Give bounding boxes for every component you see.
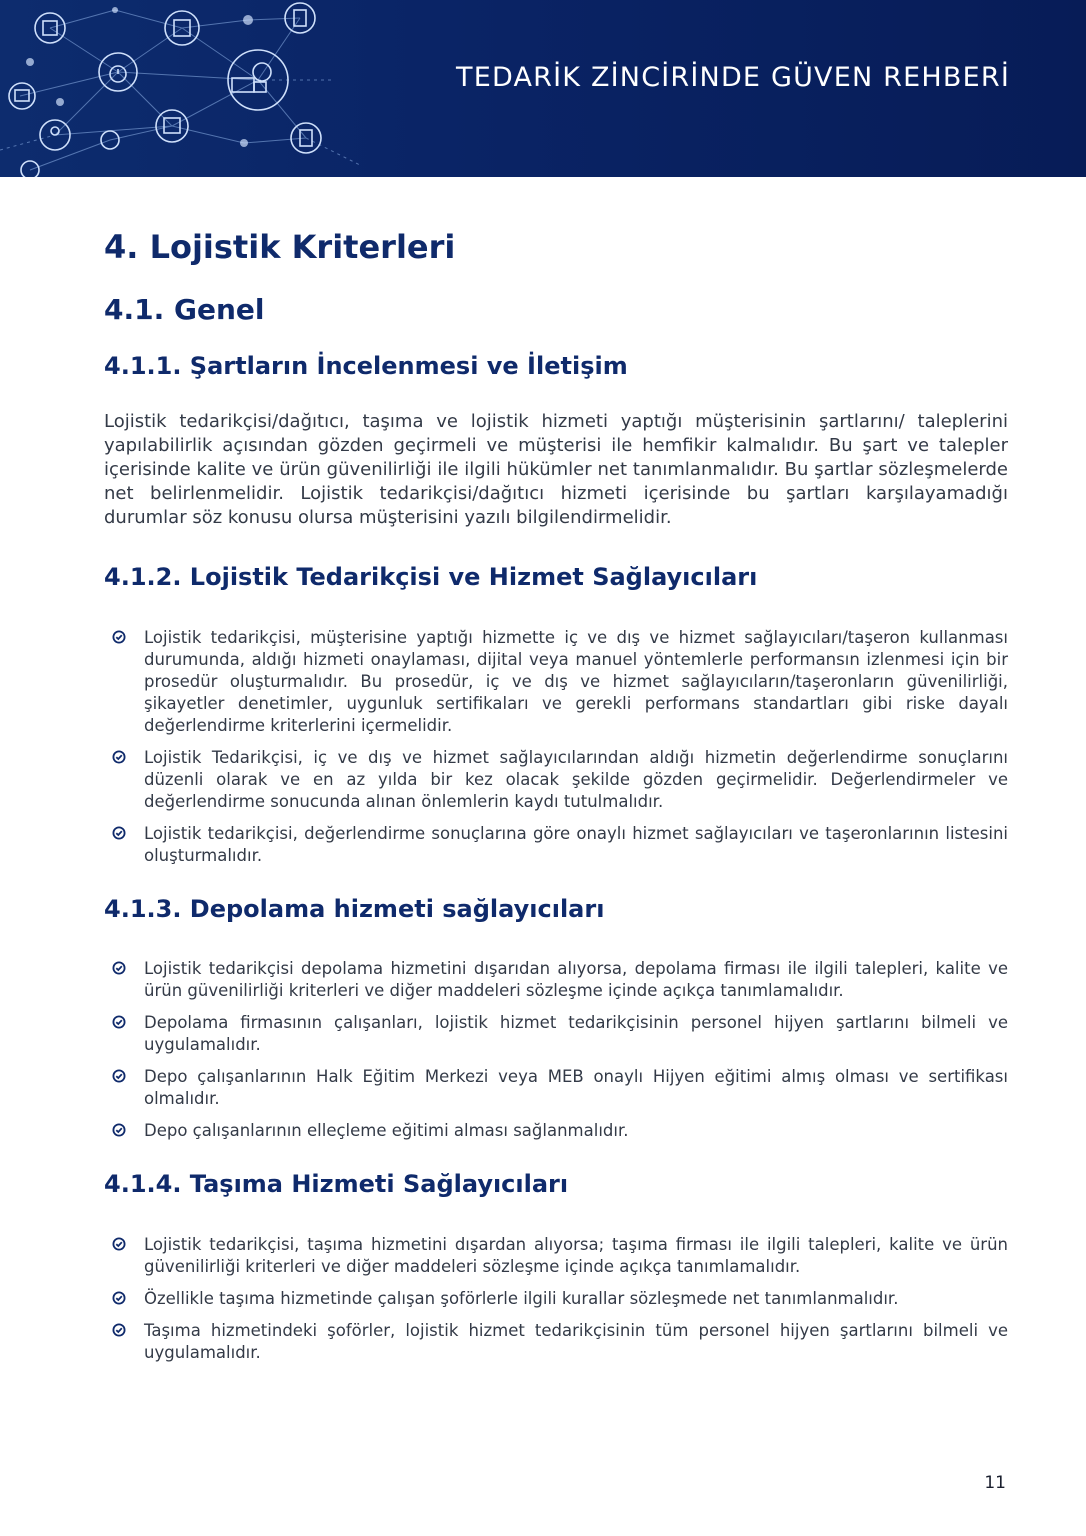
people-icon xyxy=(243,15,253,25)
header-banner xyxy=(0,0,1086,177)
check-circle-icon xyxy=(112,1291,126,1305)
handshake-icon xyxy=(240,139,248,147)
check-circle-icon xyxy=(112,1015,126,1029)
list-item-text: Lojistik tedarikçisi depolama hizmetini dışarıdan alıyorsa, depolama firması ile ilgili talepleri, kalite ve ürün güvenilirliği kriterleri ve diğer maddeleri sözleşme içinde açıkça tanımlamalıdır. xyxy=(144,959,1008,1000)
list-item-text: Özellikle taşıma hizmetinde çalışan şoförlerle ilgili kurallar sözleşmede net tanımlanmalıdır. xyxy=(144,1289,899,1308)
list-item xyxy=(104,1234,1008,1278)
check-circle-icon xyxy=(112,750,126,764)
list-item-text: Taşıma hizmetindeki şoförler, lojistik hizmet tedarikçisinin tüm personel hijyen şartlarını bilmeli ve uygulamalıdır. xyxy=(144,1321,1008,1362)
subsection-heading-4-1-2: 4.1.2. Lojistik Tedarikçisi ve Hizmet Sağlayıcıları xyxy=(104,563,758,591)
shield-icon xyxy=(26,58,34,66)
globe-icon xyxy=(21,161,39,177)
search-icon xyxy=(56,98,64,106)
list-item-text: Lojistik tedarikçisi, değerlendirme sonuçlarına göre onaylı hizmet sağlayıcıları ve taşeronlarının listesini oluşturmalıdır. xyxy=(144,824,1008,865)
subsection-heading-4-1-4: 4.1.4. Taşıma Hizmeti Sağlayıcıları xyxy=(104,1170,569,1198)
subsection-heading-4-1-1: 4.1.1. Şartların İncelenmesi ve İletişim xyxy=(104,352,628,380)
list-item-text: Depo çalışanlarının elleçleme eğitimi alması sağlanmalıdır. xyxy=(144,1121,629,1140)
list-4-1-3 xyxy=(104,958,1008,1152)
list-item-text: Depo çalışanlarının Halk Eğitim Merkezi veya MEB onaylı Hijyen eğitimi almış olması ve sertifikası olmalıdır. xyxy=(144,1067,1008,1108)
list-item xyxy=(104,747,1008,813)
paragraph-4-1-1: Lojistik tedarikçisi/dağıtıcı, taşıma ve lojistik hizmeti yaptığı müşterisinin şartlarını/ taleplerini yapılabilirlik açısından gözden geçirmeli ve müşterisi ile hemfikir kalmalıdır. Bu şart ve talepler içerisinde kalite ve ürün güvenilirliği ile ilgili hükümler net tanımlanmalıdır. Bu şartlar sözleşmelerde net belirlenmelidir. Lojistik tedarikçisi/dağıtıcı hizmeti içerisinde bu şartları karşılayamadığı durumlar söz konusu olursa müşterisini yazılı bilgilendirmelidir. xyxy=(104,411,1008,528)
list-item xyxy=(104,823,1008,867)
list-item xyxy=(104,627,1008,737)
list-item-text: Depolama firmasının çalışanları, lojistik hizmet tedarikçisinin personel hijyen şartlarını bilmeli ve uygulamalıdır. xyxy=(144,1013,1008,1054)
supply-chain-network-illustration xyxy=(0,0,420,177)
document-title: TEDARİK ZİNCİRİNDE GÜVEN REHBERİ xyxy=(456,62,1010,93)
list-item xyxy=(104,1066,1008,1110)
check-circle-icon xyxy=(112,630,126,644)
list-4-1-4 xyxy=(104,1234,1008,1374)
list-item xyxy=(104,1320,1008,1364)
check-circle-icon xyxy=(112,961,126,975)
list-item-text: Lojistik Tedarikçisi, iç ve dış ve hizmet sağlayıcılarından aldığı hizmetin değerlendirme sonuçlarını düzenli olarak ve en az yılda bir kez olacak şekilde gözden geçirmelidir. Değerlendirmeler ve değerlendirme sonucunda alınan önlemlerin kaydı tutulmalıdır. xyxy=(144,748,1008,811)
check-circle-icon xyxy=(112,826,126,840)
list-4-1-2 xyxy=(104,627,1008,877)
list-item xyxy=(104,1120,1008,1142)
chapter-heading: 4. Lojistik Kriterleri xyxy=(104,228,456,266)
check-circle-icon xyxy=(112,1069,126,1083)
subsection-heading-4-1-3: 4.1.3. Depolama hizmeti sağlayıcıları xyxy=(104,895,605,923)
list-item xyxy=(104,958,1008,1002)
check-circle-icon xyxy=(112,1237,126,1251)
page-number: 11 xyxy=(984,1473,1006,1493)
check-circle-icon xyxy=(112,1123,126,1137)
section-heading-4-1: 4.1. Genel xyxy=(104,293,265,326)
list-item xyxy=(104,1288,1008,1310)
list-item-text: Lojistik tedarikçisi, taşıma hizmetini dışardan alıyorsa; taşıma firması ile ilgili talepleri, kalite ve ürün güvenilirliği kriterleri ve diğer maddeleri sözleşme içinde açıkça tanımlamalıdır. xyxy=(144,1235,1008,1276)
list-item xyxy=(104,1012,1008,1056)
list-item-text: Lojistik tedarikçisi, müşterisine yaptığı hizmette iç ve dış ve hizmet sağlayıcıları/taşeron kullanması durumunda, aldığı hizmeti onaylaması, dijital veya manuel yöntemlerle performansın izlenmesi için bir prosedür oluşturmalıdır. Bu prosedür, iç ve dış ve hizmet sağlayıcıların/taşeronların güvenilirliği, şikayetler denetimler, uygunluk sertifikaları ve gerekli performans standartları gibi riske dayalı değerlendirme kriterlerini içermelidir. xyxy=(144,628,1008,735)
check-circle-icon xyxy=(112,1323,126,1337)
network-node xyxy=(112,7,118,13)
